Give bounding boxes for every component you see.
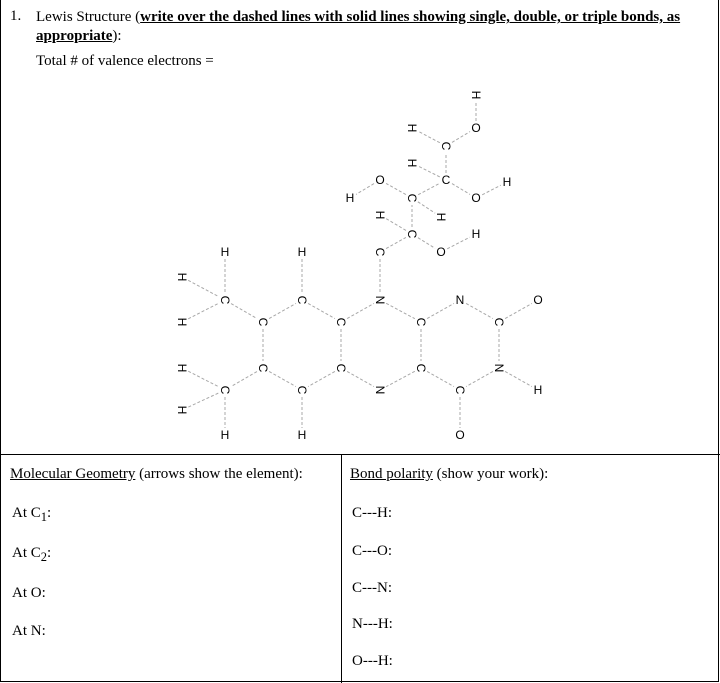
bond-line [308, 303, 335, 318]
polarity-heading-title: Bond polarity [350, 466, 433, 482]
geometry-item-subscript: 1 [40, 510, 48, 524]
atom-label-c: C [218, 295, 232, 305]
bond-line [427, 371, 454, 386]
geometry-item-c2 [12, 545, 51, 565]
polarity-item-ch: C---H: [352, 505, 392, 521]
atom-label-c: C [373, 247, 387, 257]
atom-label-c: C [441, 173, 451, 187]
bond-line [427, 303, 454, 318]
bond-line [418, 202, 435, 213]
atom-label-c: C [405, 193, 419, 203]
polarity-heading-suffix: (show your work): [432, 466, 549, 482]
bond-line [188, 280, 219, 296]
atom-label-o: O [471, 191, 481, 205]
atom-label-h: H [533, 383, 543, 397]
bond-line [188, 393, 218, 407]
bond-line [386, 183, 406, 194]
atom-label-h: H [297, 428, 307, 442]
bond-line [505, 371, 532, 386]
atom-label-n: N [373, 295, 387, 305]
atom-label-h: H [220, 245, 230, 259]
geometry-item-label: At C [12, 505, 41, 521]
bond-line [356, 184, 374, 195]
bond-line [269, 303, 296, 318]
bond-line [418, 238, 435, 249]
atom-label-c: C [218, 385, 232, 395]
atom-label-c: C [295, 295, 309, 305]
atom-label-c: C [414, 363, 428, 373]
bond-line [386, 303, 415, 318]
geometry-item-c1 [12, 505, 51, 525]
atom-label-h: H [405, 123, 419, 133]
bond-lines [188, 102, 532, 428]
question-number: 1. [10, 8, 22, 24]
geometry-item-label: At C [12, 545, 41, 561]
geometry-item-suffix: : [47, 505, 52, 521]
atom-label-h: H [471, 227, 481, 241]
bond-line [447, 237, 470, 249]
bond-line [386, 371, 415, 386]
atom-label-h: H [175, 405, 189, 415]
atom-label-c: C [334, 363, 348, 373]
atom-label-c: C [256, 363, 270, 373]
polarity-item-oh: O---H: [352, 653, 393, 669]
geometry-heading-suffix: (arrows show the element): [135, 466, 303, 482]
geometry-item-n: At N: [12, 623, 46, 639]
atom-label-h: H [297, 245, 307, 259]
bond-line [386, 219, 406, 231]
atom-label-n: N [455, 293, 465, 307]
bond-line [188, 303, 219, 319]
bond-line [188, 371, 219, 387]
atom-label-n: N [492, 363, 506, 373]
geometry-heading [10, 466, 303, 483]
polarity-item-nh: N---H: [352, 616, 393, 632]
bond-line [452, 132, 470, 143]
atom-label-c: C [256, 317, 270, 327]
polarity-item-co: C---O: [352, 543, 392, 559]
atom-label-o: O [375, 173, 385, 187]
geometry-item-subscript: 2 [40, 550, 48, 564]
bond-line [418, 166, 439, 177]
atom-label-h: H [434, 212, 448, 222]
atom-label-h: H [373, 210, 387, 220]
bond-line [418, 183, 440, 194]
atom-label-o: O [436, 245, 446, 259]
atom-label-c: C [492, 317, 506, 327]
bond-line [231, 304, 257, 319]
question-title-end: ): [112, 28, 122, 44]
valence-electrons-label: Total # of valence electrons = [36, 53, 214, 69]
bond-line [418, 131, 440, 142]
bond-line [466, 303, 493, 318]
bond-line [386, 237, 406, 248]
atom-label-c: C [295, 385, 309, 395]
question-instruction: write over the dashed lines with solid lines showing single, double, or triple bonds, as appropriate [36, 9, 681, 44]
atom-label-c: C [405, 229, 419, 239]
atom-label-c: C [414, 317, 428, 327]
atom-label-h: H [469, 90, 483, 100]
atom-label-o: O [533, 293, 543, 307]
atom-label-h: H [502, 175, 512, 189]
polarity-item-cn: C---N: [352, 580, 392, 596]
atom-label-o: O [455, 428, 465, 442]
section-divider [0, 454, 720, 455]
atom-label-h: H [405, 158, 419, 168]
bond-line [466, 371, 493, 386]
atom-label-h: H [175, 272, 189, 282]
atom-label-h: H [345, 191, 355, 205]
bond-line [269, 371, 296, 386]
bond-line [505, 303, 532, 318]
geometry-item-o: At O: [12, 585, 46, 601]
atom-label-c: C [439, 141, 453, 151]
column-divider [341, 454, 342, 683]
atom-labels [175, 91, 543, 442]
atom-label-h: H [220, 428, 230, 442]
question-title-start: Lewis Structure ( [36, 9, 141, 25]
bond-line [347, 371, 374, 386]
atom-label-c: C [334, 317, 348, 327]
bond-line [452, 184, 470, 195]
atom-label-n: N [373, 385, 387, 395]
geometry-heading-title: Molecular Geometry [10, 466, 136, 482]
atom-label-o: O [471, 121, 481, 135]
atom-label-h: H [175, 363, 189, 373]
bond-line [308, 371, 335, 386]
atom-label-h: H [175, 317, 189, 327]
geometry-item-suffix: : [47, 545, 52, 561]
bond-line [482, 185, 501, 195]
atom-label-c: C [453, 385, 467, 395]
bond-line [347, 303, 374, 318]
polarity-heading [350, 466, 548, 483]
bond-line [231, 372, 257, 387]
